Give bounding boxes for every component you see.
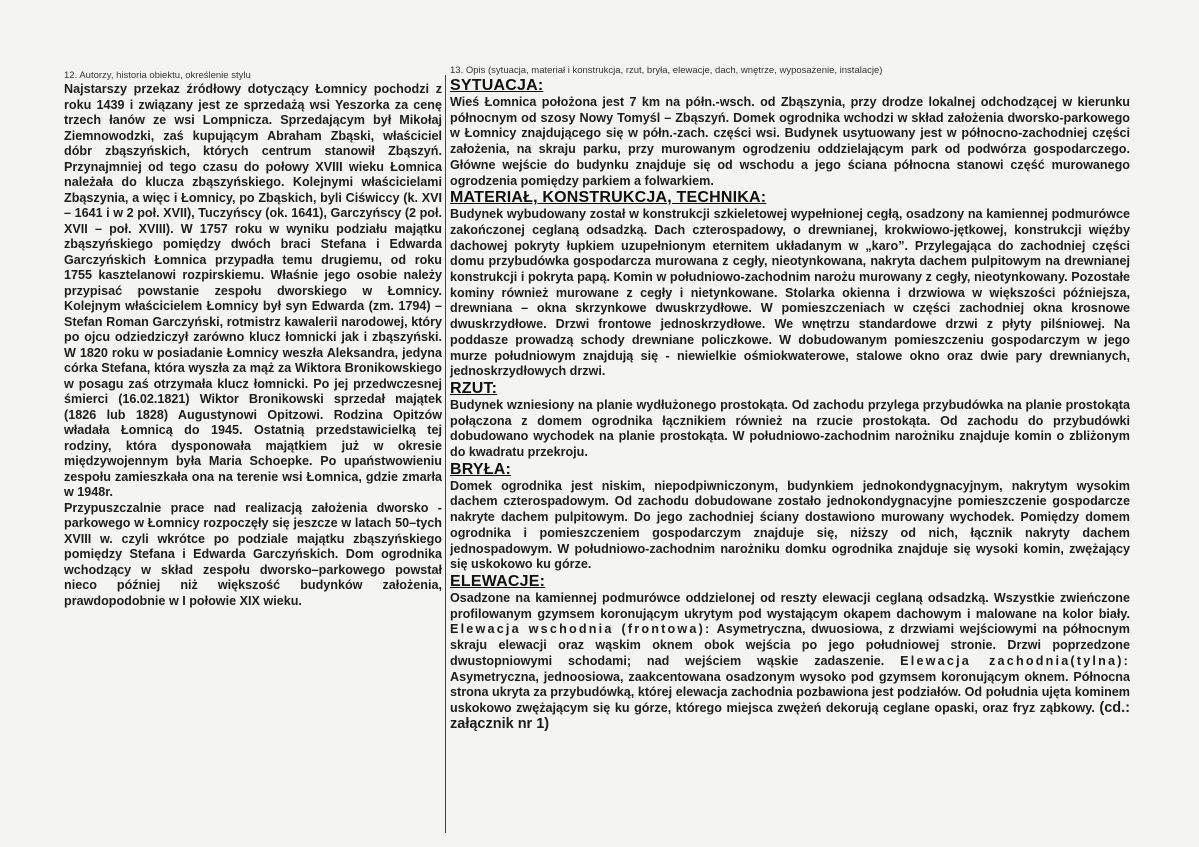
bryla-heading: BRYŁA: — [450, 460, 512, 478]
attachment-note: (cd.: załącznik nr 1) — [450, 699, 1131, 732]
section-12-label: 12. Autorzy, historia obiektu, określenie stylu — [64, 70, 251, 81]
history-paragraph-1: Najstarszy przekaz źródłowy dotyczący Łomnicy pochodzi z roku 1439 i związany jest ze sprzedażą wsi Yeszorka za cenę trzech łanów ze wsi Lompnicza. Sprzedającym był Mikołaj Ziemnowodzki, zaś kupującym Abraham Zbąski, właściciel dóbr zbąszyńskich, których centrum stanowił Zbąszyń. Przynajmniej od tego czasu do połowy XVIII wieku Łomnica należała do klucza zbąszyńskiego. Kolejnymi właścicielami Zbąszynia, a więc i Łomnicy, po Zbąskich, byli Ciświccy (k. XVI – 1641 i w 2 poł. XVII), Tuczyńscy (ok. 1641), Garczyńscy (2 poł. XVII – poł. XVIII). W 1757 roku w wyniku podziału majątku zbąszyńskiego pomiędzy dwóch braci Stefana i Edwarda Garczyńskich Łomnica przypadła temu drugiemu, od roku 1755 kasztelanowi rozpirskiemu. Właśnie jego osobie należy przypisać powstanie zespołu dworskiego w Łomnicy. Kolejnym właścicielem Łomnicy był syn Edwarda (zm. 1794) – Stefan Roman Garczyński, rotmistrz kawalerii narodowej, który po ojcu odziedziczył zarówno klucz łomnicki jak i zbąszyński. W 1820 roku w posiadanie Łomnicy weszła Aleksandra, jedyna córka Stefana, która wyszła za mąż za Wiktora Bronikowskiego w posagu zaś otrzymała klucz łomnicki. Po jej przedwczesnej śmierci (16.02.1821) Wiktor Bronikowski sprzedał majątek (1826 lub 1828) Augustynowi Opitzowi. Rodzina Opitzów władała Łomnicą do 1945. Ostatnią przedstawicielką tej rodziny, która dysponowała majątkiem już w okresie międzywojennym była Maria Schoepke. Po upaństwowieniu zespołu zamieszkała ona na terenie wsi Łomnica, gdzie zmarła w 1948r. — [64, 82, 442, 499]
history-paragraph-2: Przypuszczalnie prace nad realizacją założenia dworsko - parkowego w Łomnicy rozpoczęły się jeszcze w latach 50–tych XVIII w. czyli wkrótce po podziale majątku zbąszyńskiego pomiędzy Stefana i Edwarda Garczyńskich. Dom ogrodnika wchodzący w skład zespołu dworsko–parkowego powstał nieco później niż większość budynków założenia, prawdopodobnie w I połowie XIX wieku. — [64, 500, 442, 608]
bryla-text: Domek ogrodnika jest niskim, niepodpiwniczonym, budynkiem jednokondygnacyjnym, nakrytym wysokim dachem czterospadowym. Od zachodu dobudowane zostało jednokondygnacyjne pomieszczenie gospodarcze nakryte dachem pulpitowym. Do jego zachodniej ściany dostawiono murowany wychodek. Pomiędzy domem ogrodnika i pomieszczeniem gospodarczym znajduje się, niższy od nich, łącznik nakryty dachem jednospadowym. W południowo-zachodnim narożniku domku ogrodnika znajduje się wysoki komin, zwężający się uskokowo ku górze. — [450, 478, 1130, 572]
sytuacja-text: Wieś Łomnica położona jest 7 km na półn.-wsch. od Zbąszynia, przy drodze lokalnej odchodzącej w kierunku północnym od szosy Nowy Tomyśl – Zbąszyń. Domek ogrodnika wchodzi w skład założenia dworsko-parkowego w Łomnicy znajdującego się w półn.-zach. części wsi. Budynek usytuowany jest w północno-zachodniej części założenia, na skraju parku, przy murowanym ogrodzeniu oddzielającym park od podwórza gospodarczego. Główne wejście do budynku znajduje się od wschodu a jego ściana północna stanowi część murowanego ogrodzenia pomiędzy parkiem a folwarkiem. — [450, 95, 1130, 188]
elewacja-wschodnia-label: Elewacja wschodnia (frontowa): — [450, 622, 712, 637]
material-heading: MATERIAŁ, KONSTRUKCJA, TECHNIKA: — [450, 189, 767, 207]
sytuacja-heading: SYTUACJA: — [450, 77, 544, 94]
elewacja-zachodnia-text: Asymetryczna, jednoosiowa, zaakcentowana osadzonym wysoko pod gzymsem koronującym oknem. Północna strona ukryta za przybudówką, której elewacja zachodnia pozbawiona jest podziałów. Od południa ujęta kominem uskokowo zwężającym się ku górze, którego miejsca zwężeń dekorują ceglane opaski, oraz fryz ząbkowy. — [450, 669, 1130, 715]
section-13-label: 13. Opis (sytuacja, materiał i konstrukcja, rzut, bryła, elewacje, dach, wnętrze, wyposażenie, instalacje) — [450, 65, 883, 76]
elewacje-heading: ELEWACJE: — [450, 572, 546, 590]
description-column — [450, 65, 1130, 732]
material-text: Budynek wybudowany został w konstrukcji szkieletowej wypełnionej cegłą, osadzony na kamiennej podmurówce zakończonej ceglaną odsadzką. Dach czterospadowy, o drewnianej, krokwiowo-jętkowej, konstrukcji więźby dachowej pokryty łupkiem uzupełnionym eternitem układanym w „karo”. Przylegająca do zachodniej części domu przybudówka gospodarcza murowana z cegły, nieotynkowana, nakryta dachem pulpitowym na drewnianej konstrukcji i pokryta papą. Komin w południowo-zachodnim narożu murowany z cegły, nieotynkowany. Pozostałe kominy również murowane z cegły i nietynkowane. Stolarka okienna i drzwiowa w większości późniejsza, drewniana – okna skrzynkowe dwuskrzydłowe. W pomieszczeniach w części zachodniej okna krosnowe dwuskrzydłowe. Drzwi frontowe jednoskrzydłowe. We wnętrzu standardowe drzwi z płyty pilśniowej. Na poddasze prowadzą schody drewniane policzkowe. W dobudowanym pomieszczeniu gospodarczym w jego murze południowym znajdują się - niewielkie ośmiokwaterowe, stalowe okno oraz dwie pary drewnianych, jednoskrzydłowych drzwi. — [450, 207, 1130, 379]
elewacja-zachodnia-label: Elewacja zachodnia(tylna): — [900, 653, 1131, 668]
elewacja-wschodnia-text: Asymetryczna, dwuosiowa, z drzwiami wejściowymi na północnym skraju elewacji oraz wąskim oknem obok wejścia po jego południowej stronie. Drzwi poprzedzone dwustopniowymi schodami; nad wejściem wąskie zadaszenie. — [450, 622, 1130, 668]
history-text — [64, 82, 442, 609]
column-divider — [445, 75, 446, 833]
elewacje-intro: Osadzone na kamiennej podmurówce oddzielonej od reszty elewacji ceglaną odsadzką. Wszystkie zwieńczone profilowanym gzymsem koronującym ukrytym pod wystającym okapem dachowym i malowane na kolor biały. — [450, 590, 1130, 621]
elewacje-text — [450, 591, 1130, 732]
rzut-heading: RZUT: — [450, 379, 498, 397]
history-column — [64, 70, 442, 609]
rzut-text: Budynek wzniesiony na planie wydłużonego prostokąta. Od zachodu przylega przybudówka na planie prostokąta połączona z domem ogrodnika łącznikiem również na rzucie prostokąta. Od zachodu do przybudówki dobudowano wychodek na planie prostokąta. W południowo-zachodnim narożniku znajduje komin o zbliżonym do kwadratu przekroju. — [450, 397, 1130, 460]
